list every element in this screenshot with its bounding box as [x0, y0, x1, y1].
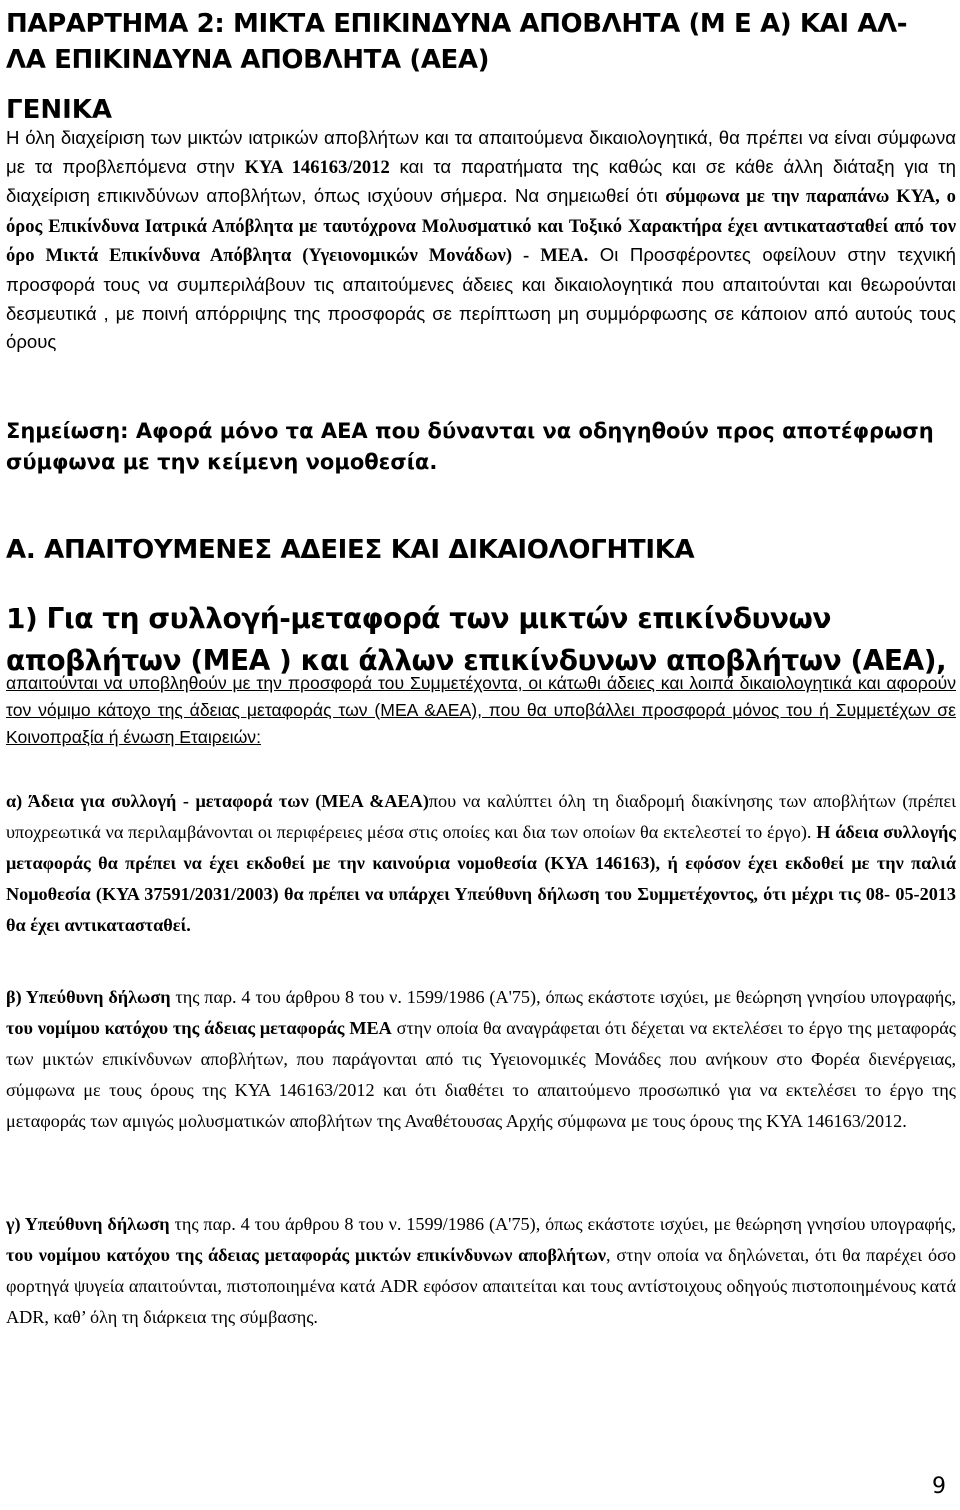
section-a-heading: Α. ΑΠΑΙΤΟΥΜΕΝΕΣ ΑΔΕΙΕΣ ΚΑΙ ΔΙΚΑΙΟΛΟΓΗΤΙΚΑ — [6, 535, 695, 565]
general-paragraph — [6, 124, 956, 357]
general-text-a: Η όλη διαχείριση των μικτών ιατρικών αποβλήτων και τα απαιτούμενα δικαιολογητικά, θα πρέπει να είναι σύμφωνα με τα προβλεπόμενα στην — [6, 127, 956, 177]
item-g-paragraph — [6, 1209, 956, 1333]
general-text-c: Οι Προσφέροντες οφείλουν στην τεχνική προσφορά τους να συμπεριλάβουν τις απαιτούμενες άδειες και δικαιολογητικά που απαιτούνται και θεωρούνται δεσμευτικά , με ποινή απόρριψης της προσφοράς σε περίπτωση μη συμμόρφωσης σε κάποιον από αυτούς τους όρους — [6, 244, 956, 353]
item-g-title: γ) Υπεύθυνη δήλωση — [6, 1214, 170, 1234]
page-number: 9 — [932, 1474, 946, 1499]
item-b-title: β) Υπεύθυνη δήλωση — [6, 987, 171, 1007]
general-text-b: και τα παρατήματα της καθώς και σε κάθε άλλη διάταξη για τη διαχείριση επικινδύνων αποβλήτων, όπως ισχύουν σήμερα. Να σημειωθεί ότι — [6, 155, 956, 207]
annex-title-line-1: ΠΑΡΑΡΤΗΜΑ 2: ΜΙΚΤΑ ΕΠΙΚΙΝΔΥΝΑ ΑΠΟΒΛΗΤΑ (Μ Ε Α) ΚΑΙ ΑΛ- — [6, 9, 908, 39]
item-a-condition: Η άδεια συλλογής μεταφοράς θα πρέπει να έχει εκδοθεί με την καινούρια νομοθεσία (ΚΥΑ 146163), ή εφόσον έχει εκδοθεί με την παλιά Νομοθεσία (ΚΥΑ 37591/2031/2003) θα πρέπει να υπάρχει Υπεύθυνη δήλωση του Συμμετέχοντος, ότι μέχρι τις 08- 05-2013 θα έχει αντικατασταθεί. — [6, 822, 956, 935]
item-a-title: α) Άδεια για συλλογή - μεταφορά των (ΜΕΑ &ΑΕΑ) — [6, 791, 429, 811]
item-a-text: που να καλύπτει όλη τη διαδρομή διακίνησης των αποβλήτων (πρέπει υποχρεωτικά να περιλαμβάνονται οι περιφέρειες μέσα στις οποίες και δια των οποίων θα εκτελεστεί το έργο). — [6, 791, 956, 842]
annex-title-line-2: ΛΑ ΕΠΙΚΙΝΔΥΝΑ ΑΠΟΒΛΗΤΑ (ΑΕΑ) — [6, 45, 490, 75]
item-g-holder: του νομίμου κατόχου της άδειας μεταφοράς μικτών επικίνδυνων αποβλήτων — [6, 1245, 606, 1265]
note: Σημείωση: Αφορά μόνο τα ΑΕΑ που δύνανται να οδηγηθούν προς αποτέφρωση σύμφωνα με την κείμενη νομοθεσία. — [6, 419, 934, 474]
item-b-paragraph — [6, 982, 956, 1137]
item-1-requirements: απαιτούνται να υποβληθούν με την προσφορά του Συμμετέχοντα, οι κάτωθι άδειες και λοιπά δικαιολογητικά και αφορούν τον νόμιμο κάτοχο της άδειας μεταφοράς των (ΜΕΑ &ΑΕΑ), που θα υποβάλλει προσφορά μόνος του ή Συμμετέχων σε Κοινοπραξία ή ένωση Εταιρειών: — [6, 673, 956, 747]
annex-title — [6, 6, 956, 78]
item-g-text-1: της παρ. 4 του άρθρου 8 του ν. 1599/1986 (Α'75), όπως εκάστοτε ισχύει, με θεώρηση γνησίου υπογραφής, — [169, 1214, 957, 1234]
item-a-paragraph — [6, 786, 956, 941]
item-g-text-2: , στην οποία να δηλώνεται, ότι θα παρέχει όσο φορτηγά ψυγεία απαιτούνται, πιστοποιημένα κατά ADR εφόσον απαιτείται και τους αντίστοιχους οδηγούς πιστοποιημένους κατά ADR, καθ’ όλη τη διάρκεια της σύμβασης. — [6, 1245, 956, 1327]
item-b-holder: του νομίμου κατόχου της άδειας μεταφοράς ΜΕΑ — [6, 1018, 392, 1038]
mea-definition: σύμφωνα με την παραπάνω ΚΥΑ, ο όρος Επικίνδυνα Ιατρικά Απόβλητα με ταυτόχρονα Μολυσματικό και Τοξικό Χαρακτήρα έχει αντικατασταθεί από τον όρο Μικτά Επικίνδυνα Απόβλητα (Υγειονομικών Μονάδων) - ΜΕΑ. — [6, 186, 956, 267]
item-b-text-1: της παρ. 4 του άρθρου 8 του ν. 1599/1986 (Α'75), όπως εκάστοτε ισχύει, με θεώρηση γνησίου υπογραφής, — [170, 987, 956, 1007]
item-1-heading: 1) Για τη συλλογή-μεταφορά των μικτών επικίνδυνων αποβλήτων (ΜΕΑ ) και άλλων επικίνδυνων αποβλήτων (ΑΕΑ), — [6, 602, 947, 677]
general-heading: ΓΕΝΙΚΑ — [6, 95, 113, 125]
kya-reference: ΚΥΑ 146163/2012 — [244, 156, 390, 178]
item-b-text-2: στην οποία θα αναγράφεται ότι δέχεται να εκτελέσει το έργο της μεταφοράς των μικτών επικίνδυνων αποβλήτων, που παράγονται από τις Υγειονομικές Μονάδες που ανήκουν στο Φορέα διενέργειας, σύμφωνα με τους όρους της ΚΥΑ 146163/2012 και ότι διαθέτει το απαιτούμενο προσωπικό για να εκτελέσει το έργο της μεταφοράς των αμιγώς μολυσματικών αποβλήτων της Αναθέτουσας Αρχής σύμφωνα με τους όρους της ΚΥΑ 146163/2012. — [6, 1018, 957, 1131]
